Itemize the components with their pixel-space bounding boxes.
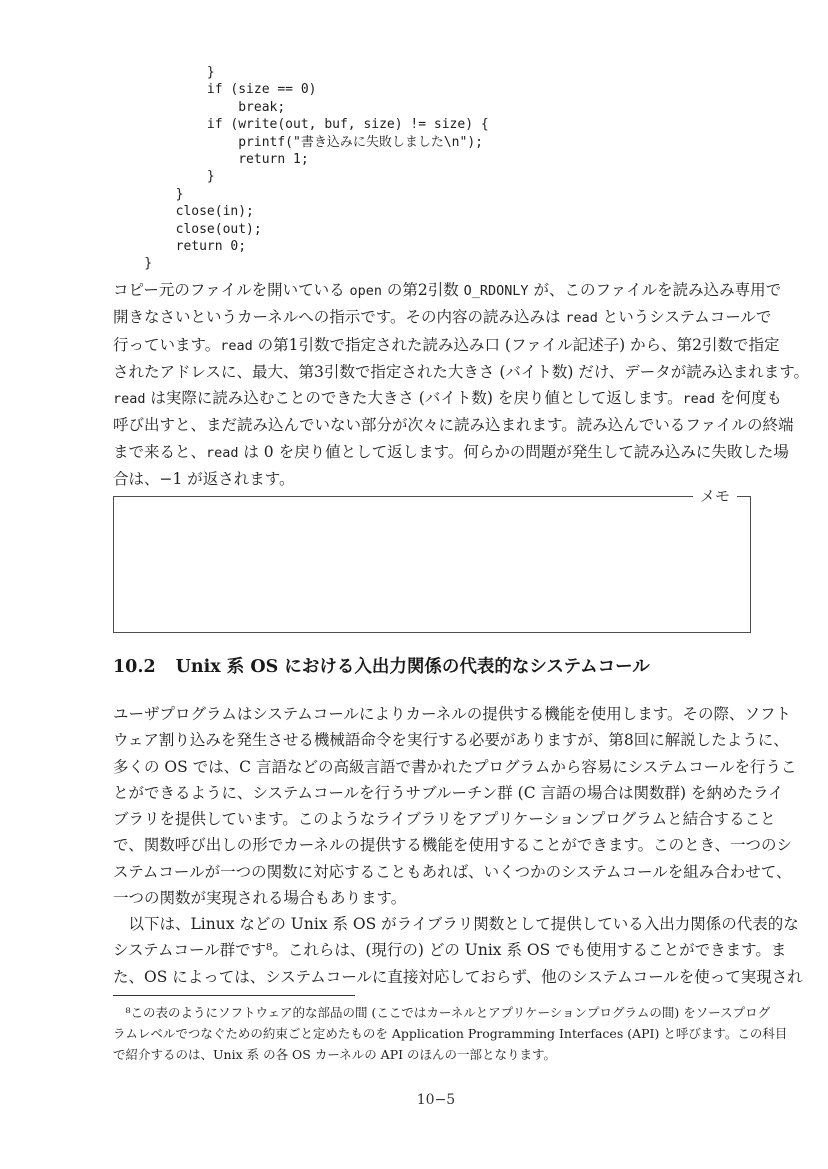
text-line: }	[113, 65, 215, 80]
text-line: とができるように、システムコールを行うサブルーチン群 (C 言語の場合は関数群) を納めたライ	[113, 783, 784, 802]
text-line: ウェア割り込みを発生させる機械語命令を実行する必要がありますが、第8回に解説したように、	[113, 731, 789, 750]
text-line: read は実際に読み込むことのできた大きさ (バイト数) を戻り値として返します。read を何度も	[113, 389, 782, 408]
text-line: ⁸この表のようにソフトウェア的な部品の間 (ここではカーネルとアプリケーションプログラムの間) をソースプログ	[113, 1005, 771, 1020]
text-line: if (size == 0)	[113, 82, 317, 98]
text-line: まで来ると、read は 0 を戻り値として返します。何らかの問題が発生して読み込みに失敗した場	[113, 442, 789, 461]
memo-box-label: メモ	[693, 486, 737, 507]
text-line: printf("書き込みに失敗しました\n");	[113, 134, 483, 150]
text-line: break;	[113, 99, 286, 115]
memo-box	[113, 487, 751, 633]
text-line: ブラリを提供しています。このようなライブラリをアプリケーションプログラムと結合すること	[113, 810, 776, 829]
text-line: 呼び出すと、まだ読み込んでいない部分が次々に読み込まれます。読み込んでいるファイルの終端	[113, 416, 794, 435]
text-line: た、OS によっては、システムコールに直接対応しておらず、他のシステムコールを使って実現され	[113, 967, 803, 986]
footnote-separator	[113, 995, 355, 996]
paragraph-read-explanation	[113, 277, 809, 492]
paragraph-syscall-library	[113, 701, 797, 911]
text-line: }	[113, 186, 184, 202]
text-line: ステムコールが一つの関数に対応することもあれば、いくつかのシステムコールを組み合わせて、	[113, 862, 792, 881]
paragraph-unix-syscall-list	[113, 911, 803, 990]
text-line: close(out);	[113, 221, 262, 237]
text-line: 開きなさいというカーネルへの指示です。その内容の読み込みは read というシステムコールで	[113, 308, 772, 327]
code-listing	[113, 64, 489, 273]
text-line: で紹介するのは、Unix 系 の各 OS カーネルの API のほんの一部となります。	[113, 1046, 557, 1062]
text-line: close(in);	[113, 204, 254, 220]
section-number: 10.2	[113, 657, 156, 677]
text-line: コピー元のファイルを開いている open の第2引数 O_RDONLY が、このファイルを読み込み専用で	[113, 281, 782, 299]
section-title: Unix 系 OS における入出力関係の代表的なシステムコール	[175, 657, 650, 677]
text-line: 合は、−1 が返されます。	[113, 470, 295, 489]
section-heading	[113, 653, 759, 678]
footnote-api	[113, 1003, 788, 1065]
text-line: 多くの OS では、C 言語などの高級言語で書かれたプログラムから容易にシステムコールを行うこ	[113, 757, 797, 776]
text-line: ラムレベルでつなぐための約束ごと定めたものを Application Programming Interfaces (API) と呼びます。この科目	[113, 1025, 788, 1041]
text-line: if (write(out, buf, size) != size) {	[113, 117, 489, 133]
text-line: されたアドレスに、最大、第3引数で指定された大きさ (バイト数) だけ、データが読み込まれます。	[113, 362, 809, 381]
text-line: return 0;	[113, 239, 247, 255]
text-line: で、関数呼び出しの形でカーネルの提供する機能を使用することができます。このとき、一つのシ	[113, 836, 793, 855]
page-number: 10−5	[416, 1092, 456, 1108]
text-line: return 1;	[113, 152, 309, 168]
text-line: }	[113, 169, 215, 185]
text-line: システムコール群です⁸。これらは、(現行の) どの Unix 系 OS でも使用することができます。ま	[113, 941, 787, 960]
text-line: 行っています。read の第1引数で指定された読み込み口 (ファイル記述子) から、第2引数で指定	[113, 335, 780, 354]
text-line: 一つの関数が実現される場合もあります。	[113, 889, 407, 908]
text-line: 以下は、Linux などの Unix 系 OS がライブラリ関数として提供している入出力関係の代表的な	[113, 915, 799, 933]
text-line: ユーザプログラムはシステムコールによりカーネルの提供する機能を使用します。その際、ソフト	[113, 705, 791, 723]
text-line: }	[113, 256, 153, 272]
